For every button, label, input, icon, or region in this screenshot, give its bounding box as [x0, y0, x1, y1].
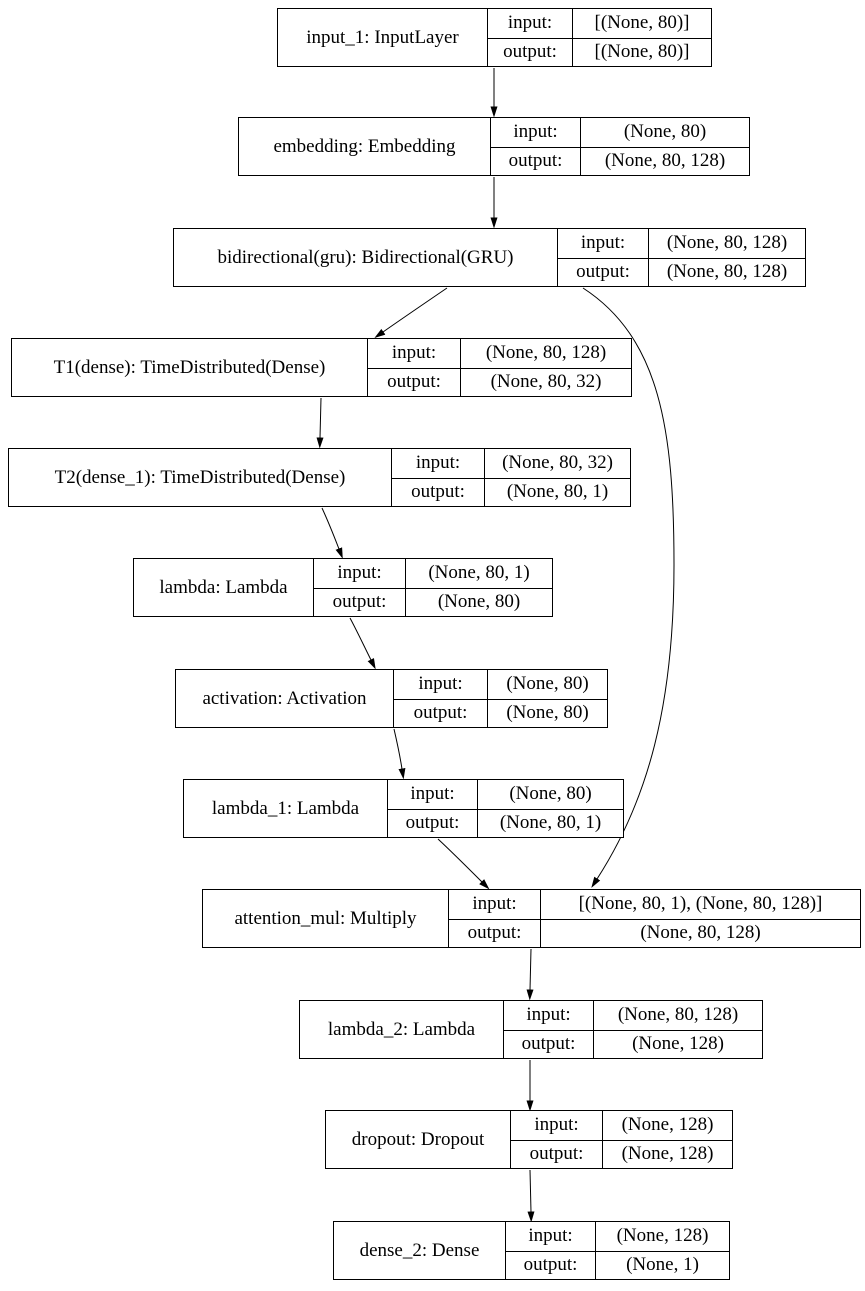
edge-lambda_1-to-attention_mul — [438, 839, 482, 882]
io-shape-table — [488, 9, 711, 66]
output-shape: (None, 1) — [596, 1251, 729, 1280]
input-shape: (None, 80) — [506, 673, 589, 695]
layer-node-embedding — [238, 117, 750, 176]
io-shape-table — [506, 1222, 729, 1279]
output-shape: (None, 80, 1) — [485, 478, 630, 507]
input-key: input: — [511, 1111, 603, 1140]
input-shape: (None, 80, 32) — [502, 452, 613, 474]
layer-node-T1_dense — [11, 338, 632, 397]
output-key: output: — [388, 809, 478, 838]
io-shape-table — [491, 118, 749, 175]
input-shape: [(None, 80)] — [594, 12, 690, 34]
input-shape: (None, 80, 128) — [617, 1004, 739, 1026]
output-shape: (None, 128) — [603, 1140, 732, 1169]
layer-name-label: lambda: Lambda — [134, 559, 314, 616]
layer-name-label: activation: Activation — [176, 670, 394, 727]
edge-attention_mul-to-lambda_2 — [530, 949, 531, 990]
input-shape: (None, 80, 128) — [666, 232, 788, 254]
output-shape: (None, 80, 1) — [478, 809, 623, 838]
output-shape: (None, 128) — [594, 1030, 762, 1059]
layer-node-lambda_2 — [299, 1000, 763, 1059]
edge-T1_dense-to-T2_dense_1 — [320, 398, 321, 438]
io-shape-table — [368, 339, 631, 396]
output-shape: (None, 80) — [488, 699, 607, 728]
layer-name-label: T1(dense): TimeDistributed(Dense) — [12, 339, 368, 396]
layer-name-label: dense_2: Dense — [334, 1222, 506, 1279]
layer-node-dense_2 — [333, 1221, 730, 1280]
output-key: output: — [394, 699, 488, 728]
io-shape-table — [449, 890, 860, 947]
output-key: output: — [506, 1251, 596, 1280]
layer-node-lambda_1 — [183, 779, 624, 838]
layer-name-label: lambda_1: Lambda — [184, 780, 388, 837]
layer-node-lambda — [133, 558, 553, 617]
output-key: output: — [504, 1030, 594, 1059]
edge-T2_dense_1-to-lambda — [322, 508, 339, 549]
input-key: input: — [506, 1222, 596, 1251]
layer-name-label: T2(dense_1): TimeDistributed(Dense) — [9, 449, 392, 506]
input-key: input: — [488, 9, 573, 38]
input-shape: (None, 128) — [621, 1114, 714, 1136]
input-key: input: — [368, 339, 461, 368]
input-key: input: — [314, 559, 406, 588]
output-key: output: — [488, 38, 573, 67]
output-key: output: — [368, 368, 461, 397]
input-key: input: — [392, 449, 485, 478]
output-key: output: — [314, 588, 406, 617]
layer-name-label: input_1: InputLayer — [278, 9, 488, 66]
output-shape: (None, 80, 128) — [541, 919, 860, 948]
layer-name-label: attention_mul: Multiply — [203, 890, 449, 947]
layer-node-input_1 — [277, 8, 712, 67]
output-shape: (None, 80, 128) — [649, 258, 805, 287]
input-key: input: — [394, 670, 488, 699]
layer-node-dropout — [325, 1110, 733, 1169]
output-shape: (None, 80) — [406, 588, 552, 617]
layer-name-label: dropout: Dropout — [326, 1111, 511, 1168]
input-shape: (None, 80, 128) — [485, 342, 607, 364]
io-shape-table — [504, 1001, 762, 1058]
io-shape-table — [314, 559, 552, 616]
input-shape: (None, 80) — [509, 783, 592, 805]
input-shape: (None, 80, 1) — [428, 562, 530, 584]
input-shape: (None, 80) — [623, 121, 707, 143]
input-key: input: — [558, 229, 649, 258]
input-shape: (None, 128) — [616, 1225, 709, 1247]
output-shape: [(None, 80)] — [573, 38, 711, 67]
io-shape-table — [394, 670, 607, 727]
input-key: input: — [504, 1001, 594, 1030]
input-key: input: — [449, 890, 541, 919]
output-key: output: — [558, 258, 649, 287]
input-key: input: — [388, 780, 478, 809]
output-key: output: — [491, 147, 581, 176]
layer-node-T2_dense_1 — [8, 448, 631, 507]
io-shape-table — [511, 1111, 732, 1168]
input-shape: [(None, 80, 1), (None, 80, 128)] — [578, 893, 823, 915]
output-shape: (None, 80, 128) — [581, 147, 749, 176]
layer-node-attention_mul — [202, 889, 861, 948]
output-key: output: — [511, 1140, 603, 1169]
input-key: input: — [491, 118, 581, 147]
layer-name-label: lambda_2: Lambda — [300, 1001, 504, 1058]
layer-name-label: bidirectional(gru): Bidirectional(GRU) — [174, 229, 558, 286]
io-shape-table — [558, 229, 805, 286]
layer-name-label: embedding: Embedding — [239, 118, 491, 175]
io-shape-table — [388, 780, 623, 837]
layer-node-bidirectional_gru — [173, 228, 806, 287]
layer-node-activation — [175, 669, 608, 728]
output-key: output: — [392, 478, 485, 507]
edge-lambda-to-activation — [350, 618, 371, 660]
output-shape: (None, 80, 32) — [461, 368, 631, 397]
edge-activation-to-lambda_1 — [394, 729, 402, 769]
edge-dropout-to-dense_2 — [530, 1170, 531, 1212]
output-key: output: — [449, 919, 541, 948]
io-shape-table — [392, 449, 630, 506]
edge-bidirectional_gru-to-T1_dense — [383, 288, 447, 332]
